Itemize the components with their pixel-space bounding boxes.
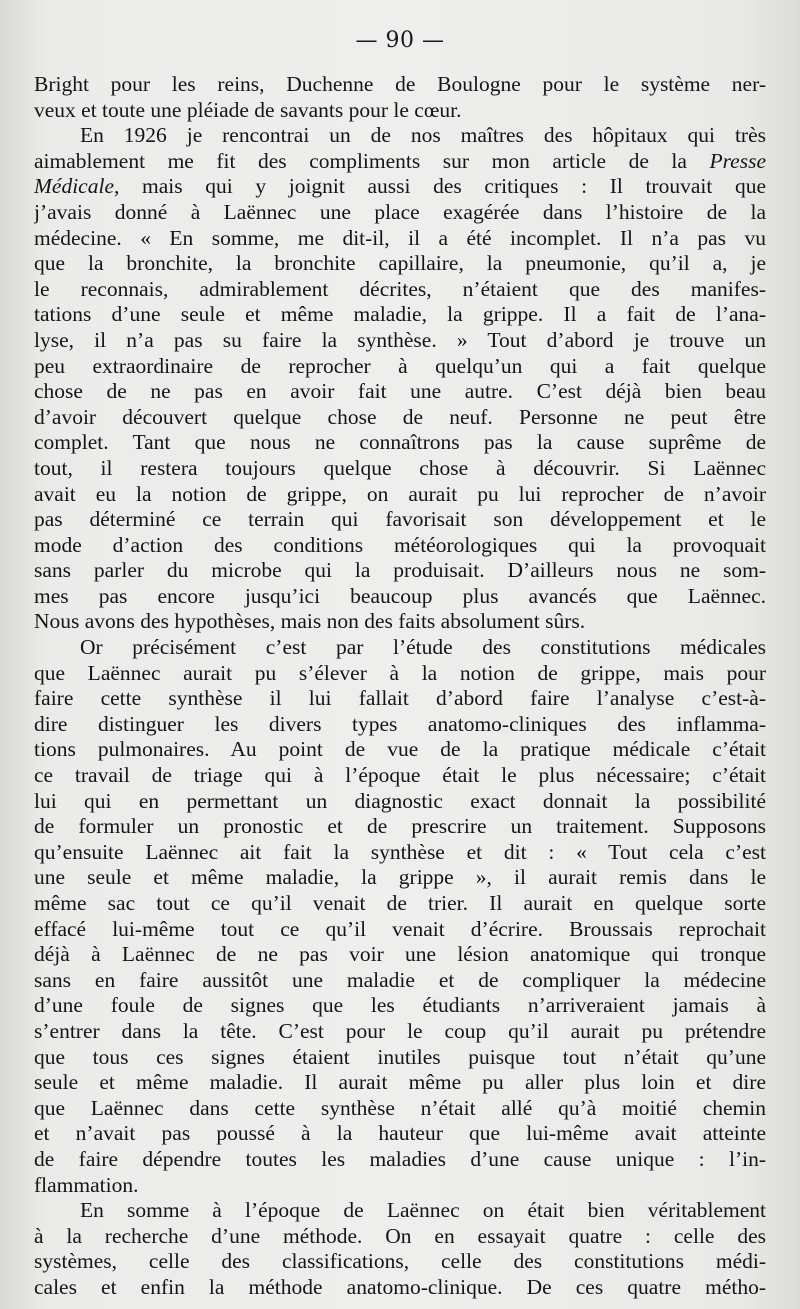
text-line: Or précisément c’est par l’étude des constitutions médicales [80,635,766,660]
journal-title: Presse [709,148,766,173]
paragraph-3 [34,635,766,1198]
text-line: En somme à l’époque de Laënnec on était bien véritablement [80,1198,766,1223]
text-line: sans en faire aussitôt une maladie et de compliquer la médecine [34,967,766,992]
text-line: chose de ne pas en avoir fait une autre. C’est déjà bien beau [34,379,766,404]
text-line: pas déterminé ce terrain qui favorisait son développement et le [34,507,766,532]
text-line: s’entrer dans la tête. C’est pour le coup qu’il aurait pu prétendre [34,1018,766,1043]
text-line: veux et toute une pléiade de savants pour le cœur. [34,97,462,122]
page-number: — 90 — [355,28,445,53]
text-line: Médicale, mais qui y joignit aussi des critiques : Il trouvait que [34,174,766,199]
text-line: systèmes, celle des classifications, celle des constitutions médi- [34,1249,766,1274]
text-line: tions pulmonaires. Au point de vue de la pratique médicale c’était [34,737,766,762]
text-line: de faire dépendre toutes les maladies d’une cause unique : l’in- [34,1146,766,1171]
text-line: flammation. [34,1172,139,1197]
text-line: Nous avons des hypothèses, mais non des faits absolument sûrs. [34,609,586,634]
text-line: lyse, il n’a pas su faire la synthèse. » Tout d’abord je trouve un [34,327,766,352]
text-line: avait eu la notion de grippe, on aurait pu lui reprocher de n’avoir [34,481,766,506]
text-line: seule et même maladie. Il aurait même pu aller plus loin et dire [34,1070,766,1095]
paragraph-2 [34,123,766,635]
text-line: même sac tout ce qu’il venait de trier. Il aurait en quelque sorte [34,891,766,915]
text-line: d’une foule de signes que les étudiants n’arriveraient jamais à [34,993,766,1018]
text-line: tations d’une seule et même maladie, la grippe. Il a fait de l’ana- [34,302,766,327]
text-line: mode d’action des conditions météorologiques qui la provoquait [34,532,766,557]
text-line: ce travail de triage qui à l’époque était le plus nécessaire; c’était [34,763,766,788]
text-line: aimablement me fit des compliments sur mon article de la Presse [34,148,766,173]
text-line: que Laënnec dans cette synthèse n’était allé qu’à moitié chemin [34,1095,766,1120]
journal-title: Médicale [34,174,114,199]
text-line: Bright pour les reins, Duchenne de Boulogne pour le système ner- [34,72,766,96]
text-line: j’avais donné à Laënnec une place exagérée dans l’histoire de la [34,199,766,224]
paragraph-1 [34,72,766,123]
text-line: faire cette synthèse il lui fallait d’abord faire l’analyse c’est-à- [34,686,766,711]
paragraph-4 [34,1198,766,1300]
text-line: que Laënnec aurait pu s’élever à la notion de grippe, mais pour [34,660,766,685]
text-line: qu’ensuite Laënnec ait fait la synthèse et dit : « Tout cela c’est [34,839,766,864]
text-line: peu extraordinaire de reprocher à quelqu’un qui a fait quelque [34,353,766,378]
text-line: déjà à Laënnec de ne pas voir une lésion anatomique qui tronque [34,942,766,967]
text-line: sans parler du microbe qui la produisait. D’ailleurs nous ne som- [34,558,766,583]
text-line: de formuler un pronostic et de prescrire un traitement. Supposons [34,814,766,839]
text-line: et n’avait pas poussé à la hauteur que lui-même avait atteinte [34,1121,766,1146]
text-line: le reconnais, admirablement décrites, n’étaient que des manifes- [34,276,766,301]
text-line: En 1926 je rencontrai un de nos maîtres des hôpitaux qui très [80,123,766,148]
body-text [34,72,766,1301]
text-line: une seule et même maladie, la grippe », il aurait remis dans le [34,865,766,890]
text-line: effacé lui-même tout ce qu’il venait d’écrire. Broussais reprochait [34,916,766,941]
text-line: dire distinguer les divers types anatomo-cliniques des inflamma- [34,711,766,736]
text-line: que tous ces signes étaient inutiles puisque tout n’était qu’une [34,1044,766,1069]
text-line: d’avoir découvert quelque chose de neuf. Personne ne peut être [34,404,766,429]
text-line: complet. Tant que nous ne connaîtrons pas la cause suprême de [34,430,766,455]
text-line: à la recherche d’une méthode. On en essayait quatre : celle des [34,1223,766,1248]
text-line: médecine. « En somme, me dit-il, il a été incomplet. Il n’a pas vu [34,225,766,250]
text-line: que la bronchite, la bronchite capillaire, la pneumonie, qu’il a, je [34,251,766,276]
text-line: cales et enfin la méthode anatomo-clinique. De ces quatre métho- [34,1274,766,1299]
text-line: mes pas encore jusqu’ici beaucoup plus avancés que Laënnec. [34,583,766,608]
text-line: lui qui en permettant un diagnostic exact donnait la possibilité [34,788,766,813]
text-line: tout, il restera toujours quelque chose à découvrir. Si Laënnec [34,455,766,480]
